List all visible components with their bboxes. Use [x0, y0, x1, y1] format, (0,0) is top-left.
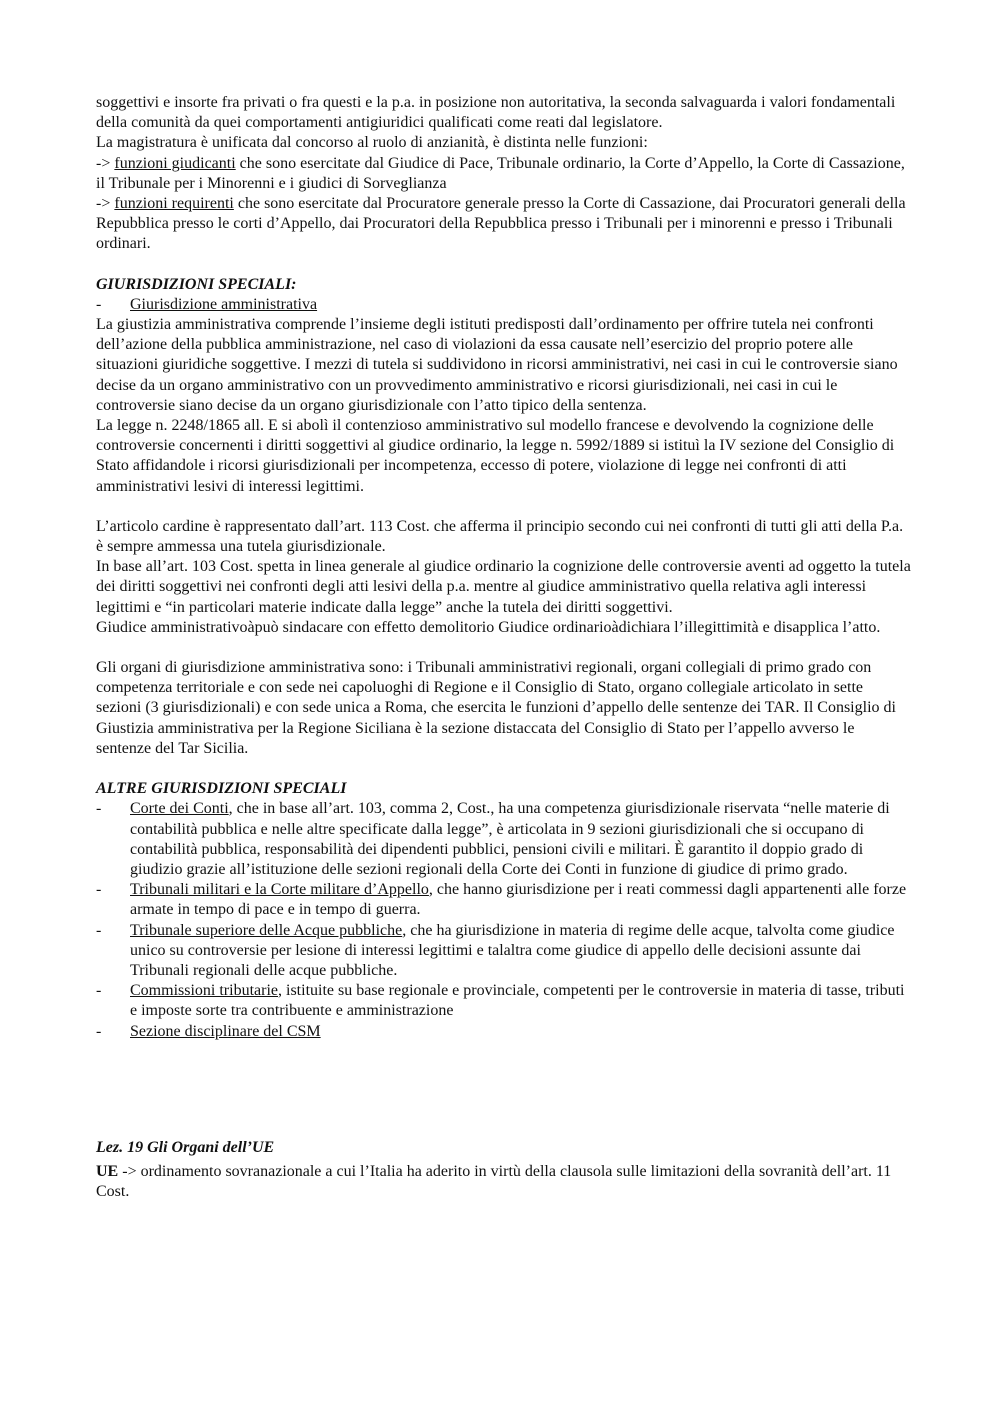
list-item-body [130, 1022, 911, 1042]
term-ue: UE [96, 1162, 119, 1180]
paragraph-art-103: In base all’art. 103 Cost. spetta in linea generale al giudice ordinario la cognizione delle controversie aventi ad oggetto la tutela dei diritti soggettivi nei confronti degli atti lesivi della p.a. mentre al giudice amministrativo quella relativa agli interessi legittimi e “in particolari materie indicate dalla legge” anche la tutela dei diritti soggettivi. [96, 558, 911, 616]
document-page [96, 93, 911, 1202]
term-funzioni-giudicanti: funzioni giudicanti [114, 154, 236, 172]
paragraph-funzioni-giudicanti [96, 154, 911, 194]
term-tribunale-acque: Tribunale superiore delle Acque pubbliche [130, 921, 403, 939]
text-tribunali-militari: , che hanno giurisdizione per i reati commessi dagli appartenenti alle forze armate in tempo di pace e in tempo di guerra. [130, 881, 907, 919]
paragraph-funzioni-requirenti [96, 194, 911, 255]
text-corte-dei-conti: , che in base all’art. 103, comma 2, Cost., ha una competenza giurisdizionale riservata “nelle materie di contabilità pubblica e nelle altre specificate dalla legge”, è articolata in 9 sezioni giurisdizionali che si occupano di contabilità pubblica, responsabilità dei dipendenti pubblici, pensioni civili e militari. È garantito il doppio grado di giudizio grazie all’istituzione delle sezioni regionali della Corte dei Conti in funzione di giudice di primo grado. [130, 800, 890, 878]
list-item-body [130, 880, 911, 920]
list-item [96, 880, 911, 920]
dash-bullet: - [96, 1022, 102, 1040]
text-funzioni-giudicanti: che sono esercitate dal Giudice di Pace, Tribunale ordinario, la Corte d’Appello, la Corte di Cassazione, il Tribunale per i Minorenni e i giudici di Sorveglianza [96, 154, 905, 192]
paragraph-organi-giurisdizione: Gli organi di giurisdizione amministrativa sono: i Tribunali amministrativi regionali, organi collegiali di primo grado con competenza territoriale e con sede nei capoluoghi di Regione e il Consiglio di Stato, organo collegiale articolato in sette sezioni (3 giurisdizionali) e con sede unica a Roma, che esercita le funzioni d’appello delle sentenze dei TAR. Il Consiglio di Giustizia amministrativa per la Regione Siciliana è la sezione distaccata del Consiglio di Stato per l’appello avverso le sentenze del Tar Sicilia. [96, 659, 896, 757]
text-ue: -> ordinamento sovranazionale a cui l’Italia ha aderito in virtù della clausola sulle limitazioni della sovranità dell’art. 11 Cost. [96, 1162, 892, 1201]
text-tribunale-acque: , che ha giurisdizione in materia di regime delle acque, talvolta come giudice unico su controversie per lesione di interessi legittimi e talaltra come giudice di appello delle decisioni assunte dai Tribunali regionali delle acque pubbliche. [130, 921, 895, 979]
dash-bullet: - [96, 921, 102, 939]
list-item [96, 981, 911, 1021]
term-tribunali-militari: Tribunali militari e la Corte militare d’Appello [130, 881, 429, 899]
heading-lezione-19: Lez. 19 Gli Organi dell’UE [96, 1138, 275, 1156]
list-item [96, 799, 911, 880]
dash-bullet: - [96, 295, 102, 313]
paragraph-legge-2248: La legge n. 2248/1865 all. E si abolì il contenzioso amministrativo sul modello francese e devolvendo la cognizione delle controversie concernenti i diritti soggettivi al giudice ordinario, la legge n. 5992/1889 si istituì la IV sezione del Consiglio di Stato affidandole i ricorsi giurisdizionali per incompetenza, eccesso di potere, violazione di legge nei confronti di atti amministrativi lesivi di interessi legittimi. [96, 417, 895, 495]
dash-bullet: - [96, 800, 102, 818]
paragraph-ue [96, 1162, 911, 1202]
dash-bullet: - [96, 881, 102, 899]
paragraph-art-113: L’articolo cardine è rappresentato dall’art. 113 Cost. che afferma il principio secondo cui nei confronti di tutti gli atti della P.a. è sempre ammessa una tutela giurisdizionale. [96, 517, 904, 556]
text-funzioni-requirenti: che sono esercitate dal Procuratore generale presso la Corte di Cassazione, dai Procuratori generali della Repubblica presso le corti d’Appello, dai Procuratori della Repubblica presso i Tribunali per i minorenni e presso i Tribunali ordinari. [96, 195, 906, 253]
list-item-body [130, 799, 911, 880]
paragraph-giustizia-amministrativa: La giustizia amministrativa comprende l’insieme degli istituti predisposti dall’ordinamento per offrire tutela nei confronti dell’azione della pubblica amministrazione, nel caso di violazioni da essa causate nell’esercizio del proprio potere alle situazioni giuridiche soggettive. I mezzi di tutela si suddividono in ricorsi amministrativi, nei casi in cui le controversie siano decise da un organo amministrativo con un provvedimento amministrativo e ricorsi giurisdizionali, nei casi in cui le controversie siano decise da un organo giurisdizionale con l’atto tipico della sentenza. [96, 316, 898, 414]
list-item [96, 921, 911, 982]
heading-altre-giurisdizioni: ALTRE GIURISDIZIONI SPECIALI [96, 780, 347, 798]
heading-giurisdizioni-speciali: GIURISDIZIONI SPECIALI: [96, 275, 297, 293]
paragraph-giudice-amministrativo: Giudice amministrativoàpuò sindacare con effetto demolitorio Giudice ordinarioàdichiara l’illegittimità e disapplica l’atto. [96, 618, 881, 636]
list-item [96, 1022, 911, 1042]
term-funzioni-requirenti: funzioni requirenti [114, 195, 234, 213]
term-sezione-disciplinare: Sezione disciplinare del CSM [130, 1022, 321, 1040]
term-corte-dei-conti: Corte dei Conti [130, 800, 229, 818]
list-item-body [130, 921, 911, 982]
term-commissioni-tributarie: Commissioni tributarie [130, 982, 278, 1000]
paragraph-intro: soggettivi e insorte fra privati o fra questi e la p.a. in posizione non autoritativa, la seconda salvaguarda i valori fondamentali della comunità da quei comportamenti antigiuridici qualificati come reati dal legislatore. [96, 94, 896, 132]
subheading-giurisdizione-amministrativa: Giurisdizione amministrativa [130, 295, 318, 313]
dash-bullet: - [96, 982, 102, 1000]
list-item [96, 295, 911, 315]
text-commissioni-tributarie: , istituite su base regionale e provinciale, competenti per le controversie in materia di tasse, tributi e imposte sorte tra contribuente e amministrazione [130, 982, 905, 1020]
arrow-prefix: -> [96, 154, 115, 172]
arrow-prefix: -> [96, 195, 115, 213]
list-item-body [130, 981, 911, 1021]
paragraph-magistratura: La magistratura è unificata dal concorso al ruolo di anzianità, è distinta nelle funzioni: [96, 134, 648, 152]
